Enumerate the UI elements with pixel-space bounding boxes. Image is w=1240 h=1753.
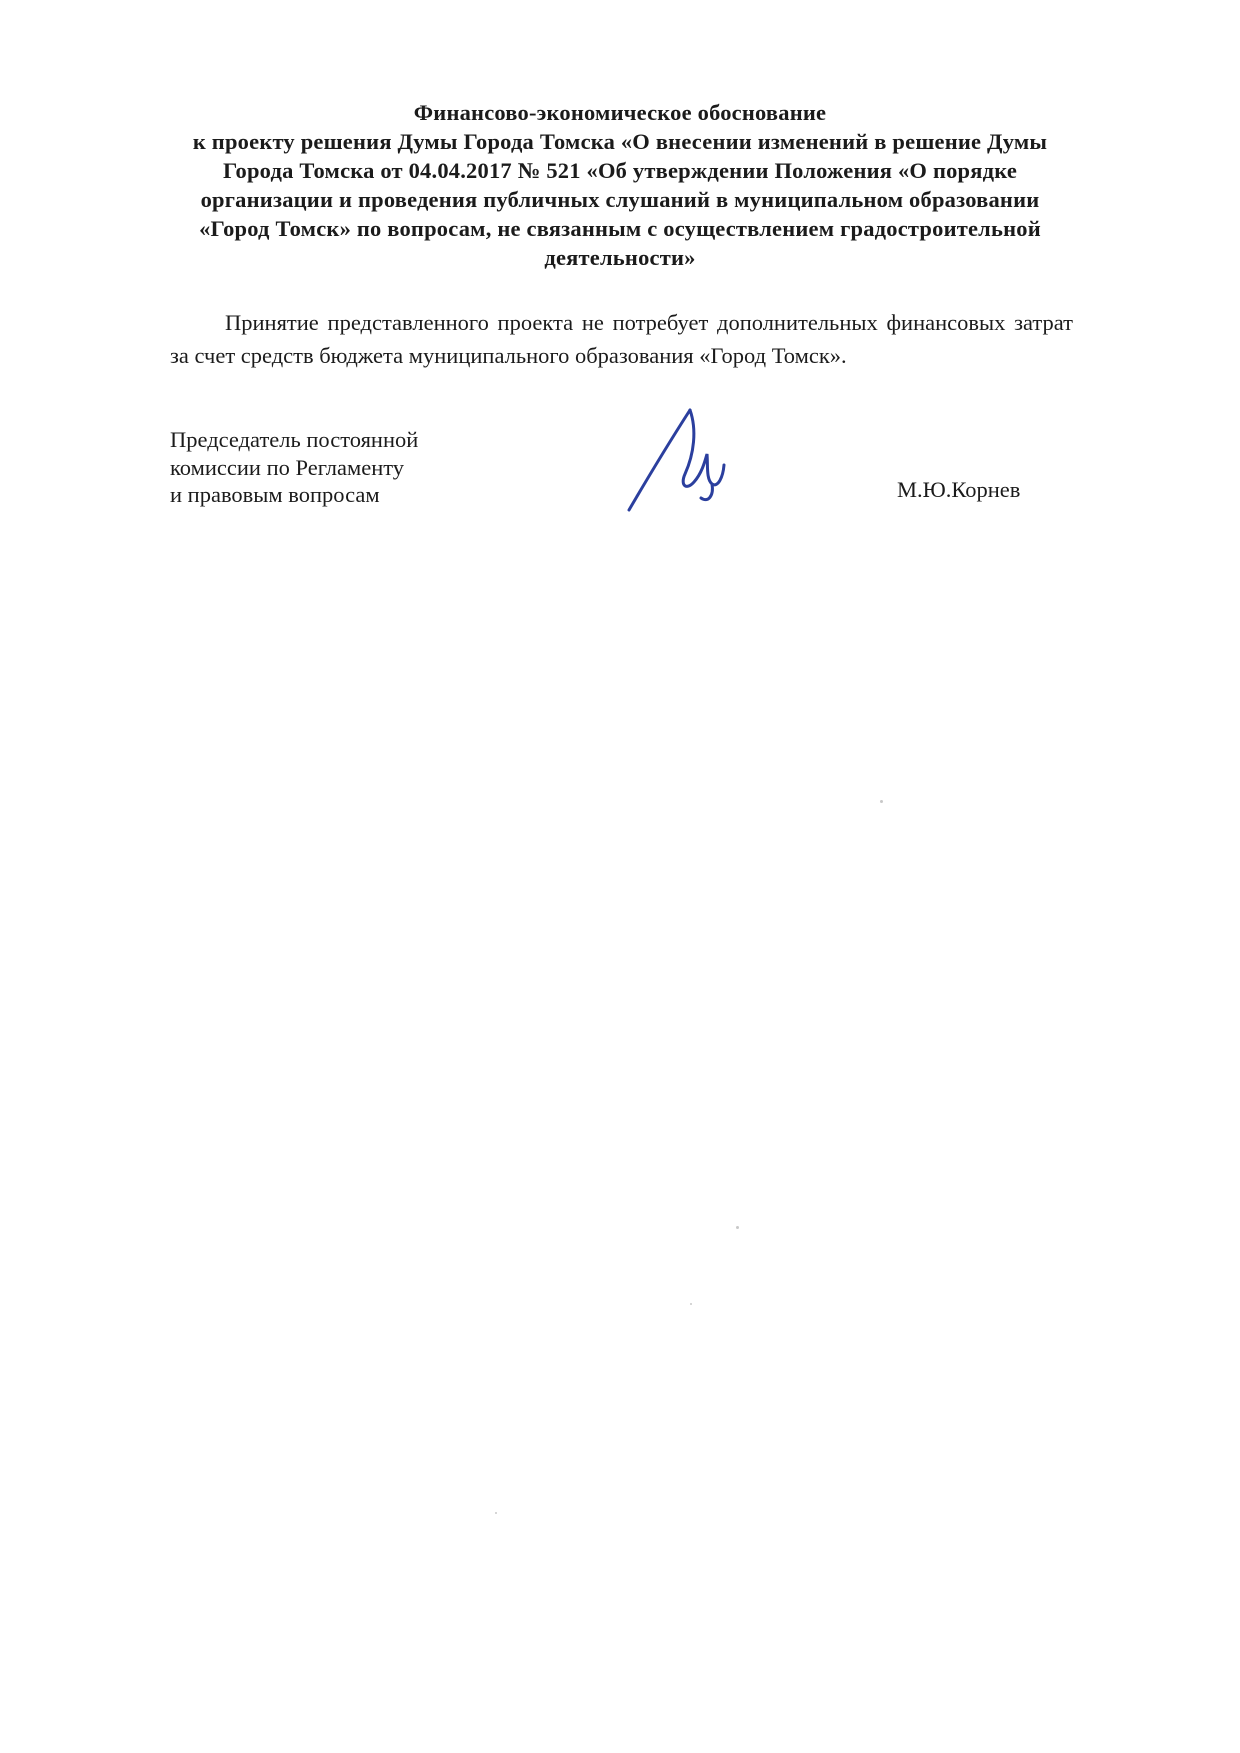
title-line-6: деятельности» xyxy=(544,245,696,270)
document-title xyxy=(0,98,1240,272)
scan-speck xyxy=(690,1303,692,1305)
title-line-4: организации и проведения публичных слушаний в муниципальном образовании xyxy=(200,187,1040,212)
title-line-5: «Город Томск» по вопросам, не связанным с осуществлением градостроительной xyxy=(199,216,1041,241)
signature-ink xyxy=(622,402,747,517)
title-line-2: к проекту решения Думы Города Томска «О внесении изменений в решение Думы xyxy=(192,129,1048,154)
title-line-3: Города Томска от 04.04.2017 № 521 «Об утверждении Положения «О порядке xyxy=(222,158,1018,183)
scan-speck xyxy=(495,1512,497,1514)
signer-position xyxy=(170,426,418,509)
signer-position-line-1: Председатель постоянной xyxy=(170,427,419,452)
signature-block xyxy=(0,400,1240,530)
body-paragraph: Принятие представленного проекта не потребует дополнительных финансовых затрат за счет средств бюджета муниципального образования «Город Томск». xyxy=(170,310,1073,368)
scan-speck xyxy=(736,1226,739,1229)
signer-position-line-2: комиссии по Регламенту xyxy=(170,454,405,480)
signer-name: М.Ю.Корнев xyxy=(897,477,1021,502)
title-line-1: Финансово-экономическое обоснование xyxy=(413,100,827,125)
scan-speck xyxy=(880,800,883,803)
signer-position-line-3: и правовым вопросам xyxy=(170,482,380,507)
